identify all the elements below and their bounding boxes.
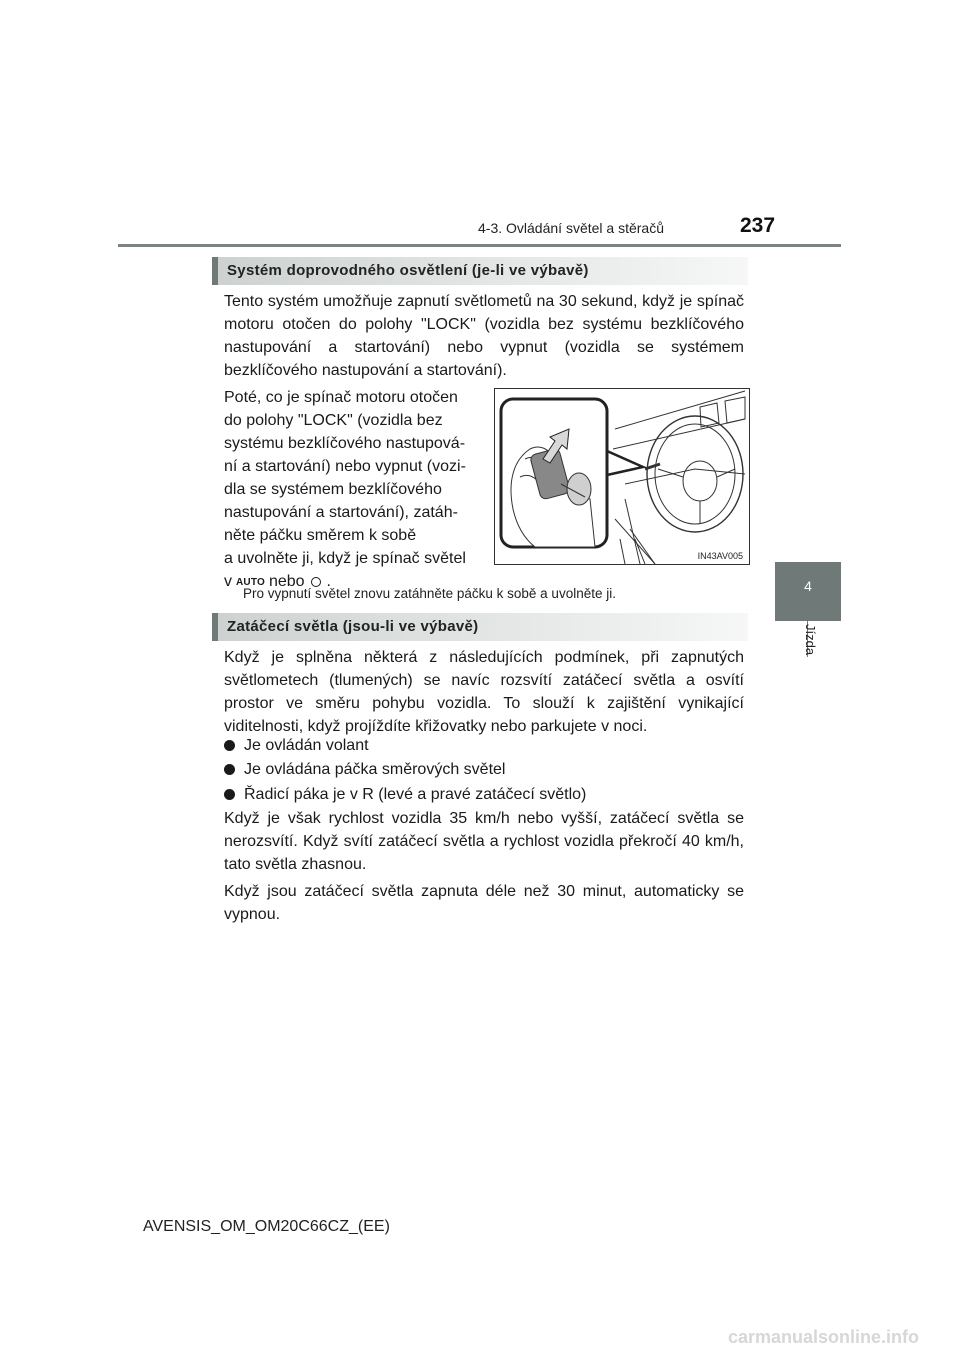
- section1-note: Pro vypnutí světel znovu zatáhněte páčku k sobě a uvolněte ji.: [243, 586, 616, 601]
- section2-intro-paragraph: Když je splněna některá z následujících podmínek, při zapnutých světlometech (tlumených) se navíc rozsvítí zatáčecí světla a osvítí prostor ve směru pohybu vozidla. To slouží k zajištění vynikající viditelnosti, když projíždíte křižovatky nebo parkujete v noci.: [224, 649, 744, 735]
- step-line: do polohy "LOCK" (vozidla bez: [224, 412, 443, 429]
- section-heading-cornering-lights: Zatáčecí světla (jsou-li ve výbavě): [212, 613, 748, 641]
- step-line: dla se systémem bezklíčového: [224, 481, 442, 498]
- step-line: systému bezklíčového nastupová-: [224, 435, 466, 452]
- section-heading-follow-me-home: Systém doprovodného osvětlení (je-li ve výbavě): [212, 257, 748, 285]
- step-line: nastupování a startování), zatáh-: [224, 504, 458, 521]
- dashboard-drawing: [495, 389, 749, 564]
- step-line: ní a startování) nebo vypnut (vozi-: [224, 458, 466, 475]
- step-line: Poté, co je spínač motoru otočen: [224, 389, 458, 406]
- list-item: Řadicí páka je v R (levé a pravé zatáčecí světlo): [224, 783, 586, 806]
- page-number: 237: [740, 214, 776, 237]
- header-section-title: 4-3. Ovládání světel a stěračů: [478, 220, 664, 236]
- section1-intro-paragraph: Tento systém umožňuje zapnutí světlometů na 30 sekund, když je spínač motoru otočen do polohy "LOCK" (vozidla bez systému bezklíčového nastupování a startování) nebo vypnut (vozidla se systémem bezklíčového nastupování a startování).: [224, 293, 744, 379]
- list-item: Je ovládán volant: [224, 734, 369, 757]
- document-code: AVENSIS_OM_OM20C66CZ_(EE): [143, 1218, 390, 1235]
- chapter-number: 4: [804, 578, 812, 594]
- step-line-last: vAUTO nebo .: [224, 573, 331, 590]
- bullet-icon: [224, 764, 235, 775]
- header-divider: [118, 244, 841, 247]
- figure-code: IN43AV005: [697, 551, 743, 561]
- section2-timeout-paragraph: Když jsou zatáčecí světla zapnuta déle než 30 minut, automaticky se vypnou.: [224, 883, 744, 923]
- chapter-label: Jízda: [803, 624, 818, 656]
- section2-speed-paragraph: Když je však rychlost vozidla 35 km/h nebo vyšší, zatáčecí světla se nerozsvítí. Když svítí zatáčecí světla a rychlost vozidla překročí 40 km/h, tato světla zhasnou.: [224, 810, 744, 873]
- bullet-icon: [224, 789, 235, 800]
- step-line: a uvolněte ji, když je spínač světel: [224, 550, 466, 567]
- list-item: Je ovládána páčka směrových světel: [224, 758, 505, 781]
- chapter-tab: [775, 562, 841, 621]
- watermark: carmanualsonline.info: [728, 1327, 920, 1347]
- light-switch-illustration: [494, 388, 750, 565]
- bullet-icon: [224, 740, 235, 751]
- auto-position-icon: AUTO: [236, 577, 265, 588]
- step-line: něte páčku směrem k sobě: [224, 527, 417, 544]
